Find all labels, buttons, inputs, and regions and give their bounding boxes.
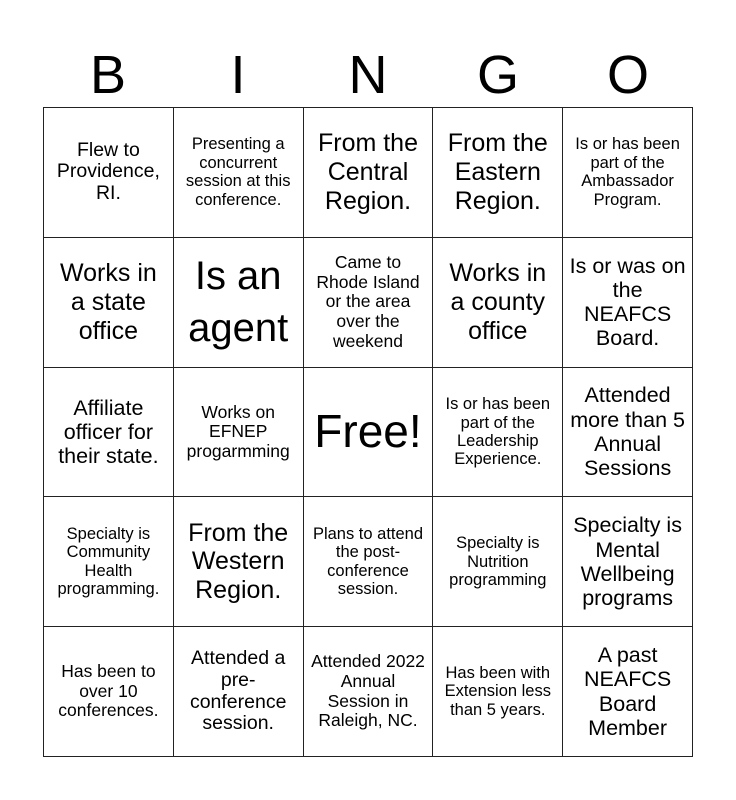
header-letter-g: G xyxy=(476,45,519,105)
bingo-cell[interactable]: Plans to attend the post-conference session. xyxy=(304,497,434,627)
bingo-cell[interactable]: From the Central Region. xyxy=(304,108,434,238)
bingo-cell[interactable]: Is an agent xyxy=(174,238,304,368)
header-letter-n: N xyxy=(348,45,388,105)
bingo-cell[interactable]: Attended 2022 Annual Session in Raleigh, NC. xyxy=(304,627,434,757)
bingo-cell[interactable]: Presenting a concurrent session at this conference. xyxy=(174,108,304,238)
bingo-cell[interactable]: Is or was on the NEAFCS Board. xyxy=(563,238,693,368)
header-letter-o: O xyxy=(606,45,649,105)
bingo-cell[interactable]: Is or has been part of the Ambassador Program. xyxy=(563,108,693,238)
bingo-cell[interactable]: Specialty is Nutrition programming xyxy=(433,497,563,627)
bingo-cell[interactable]: Affiliate officer for their state. xyxy=(44,368,174,498)
bingo-cell[interactable]: Attended a pre-conference session. xyxy=(174,627,304,757)
bingo-cell[interactable]: Has been to over 10 conferences. xyxy=(44,627,174,757)
bingo-cell[interactable]: Flew to Providence, RI. xyxy=(44,108,174,238)
bingo-cell[interactable]: Specialty is Community Health programming. xyxy=(44,497,174,627)
bingo-header xyxy=(43,44,693,106)
bingo-cell[interactable]: A past NEAFCS Board Member xyxy=(563,627,693,757)
header-letter-b: B xyxy=(89,45,127,105)
header-letter-i: I xyxy=(230,45,246,105)
bingo-cell[interactable]: Came to Rhode Island or the area over the weekend xyxy=(304,238,434,368)
bingo-cell[interactable]: Works in a state office xyxy=(44,238,174,368)
bingo-grid xyxy=(43,107,693,757)
bingo-cell[interactable]: From the Western Region. xyxy=(174,497,304,627)
bingo-cell[interactable]: Works on EFNEP progarmming xyxy=(174,368,304,498)
bingo-cell[interactable]: From the Eastern Region. xyxy=(433,108,563,238)
bingo-cell[interactable]: Attended more than 5 Annual Sessions xyxy=(563,368,693,498)
bingo-cell[interactable]: Specialty is Mental Wellbeing programs xyxy=(563,497,693,627)
bingo-cell[interactable]: Works in a county office xyxy=(433,238,563,368)
bingo-cell[interactable]: Has been with Extension less than 5 years. xyxy=(433,627,563,757)
free-space[interactable]: Free! xyxy=(304,368,434,498)
bingo-cell[interactable]: Is or has been part of the Leadership Experience. xyxy=(433,368,563,498)
